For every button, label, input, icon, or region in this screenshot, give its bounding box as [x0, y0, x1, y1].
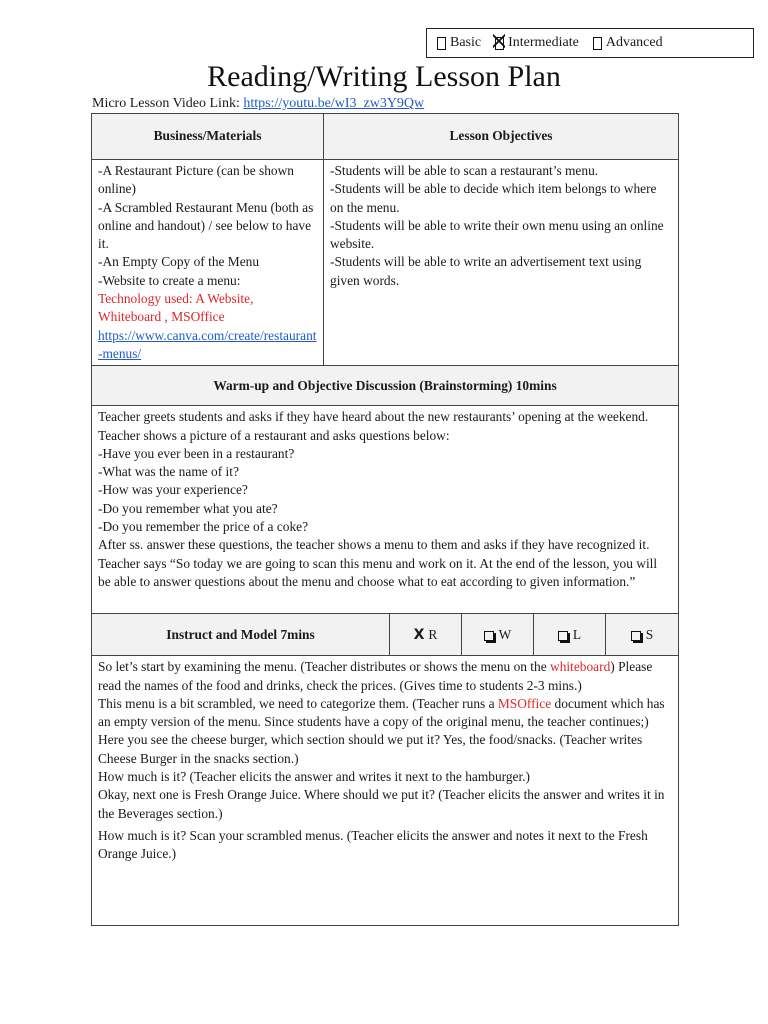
skill-label: S	[645, 626, 654, 642]
skill-reading[interactable]	[390, 614, 462, 656]
checkbox-icon[interactable]	[558, 631, 568, 641]
level-advanced[interactable]	[593, 35, 663, 51]
objective-item: -Students will be able to decide which item belongs to where on the menu.	[330, 181, 657, 215]
video-link[interactable]: https://youtu.be/wI3_zw3Y9Qw	[243, 96, 425, 111]
objective-item: -Students will be able to write an advertisement text using given words.	[330, 254, 642, 288]
warmup-closing: After ss. answer these questions, the teacher shows a menu to them and asks if they have recognized it. Teacher says “So today we are going to scan this menu and work on it. At the end of the lesson, you will be able to answer questions about the menu and choose what to eat according to given information.”	[98, 537, 658, 589]
objectives-cell	[324, 160, 679, 366]
technology-list: Whiteboard , MSOffice	[98, 309, 225, 325]
materials-item: -A Restaurant Picture (can be shown online)	[98, 163, 294, 197]
skill-label: L	[572, 626, 582, 642]
checkbox-icon[interactable]	[631, 631, 641, 641]
materials-header: Business/Materials	[92, 114, 324, 160]
lesson-plan-table	[91, 113, 679, 926]
instruct-paragraph: Here you see the cheese burger, which section should we put it? Yes, the food/snacks. (Teacher writes Cheese Burger in the snacks section.)	[98, 732, 643, 766]
skill-label: W	[498, 626, 512, 642]
level-basic[interactable]	[437, 35, 481, 51]
level-basic-label: Basic	[450, 35, 482, 50]
level-intermediate-label: Intermediate	[508, 35, 579, 50]
materials-item: -A Scrambled Restaurant Menu (both as online and handout) / see below to have it.	[98, 199, 314, 252]
instruct-paragraph: Okay, next one is Fresh Orange Juice. Where should we put it? (Teacher elicits the answer and writes it in the Beverages section.)	[98, 787, 665, 821]
warmup-question: -What was the name of it?	[98, 464, 239, 480]
skill-speaking[interactable]	[606, 614, 679, 656]
video-link-line	[92, 96, 424, 112]
text-run: So let’s start by examining the menu. (Teacher distributes or shows the menu on the	[98, 659, 551, 675]
objective-item: -Students will be able to write their own menu using an online website.	[330, 217, 664, 252]
skill-listening[interactable]	[534, 614, 606, 656]
text-run: ) Please read the names of the food and drinks, check the prices. (Gives time to students 2-3 mins.)	[98, 659, 653, 693]
instruct-paragraph	[98, 695, 672, 732]
materials-item: -An Empty Copy of the Menu	[98, 254, 260, 270]
warmup-header: Warm-up and Objective Discussion (Brainstorming) 10mins	[92, 366, 679, 406]
canva-link[interactable]: https://www.canva.com/create/restaurant-menus/	[98, 327, 317, 361]
checked-checkbox-icon[interactable]	[495, 37, 504, 50]
technology-used: Technology used: A Website,	[98, 291, 254, 307]
instruct-paragraph: How much is it? (Teacher elicits the answer and writes it next to the hamburger.)	[98, 769, 531, 785]
checkbox-icon[interactable]	[593, 37, 602, 50]
materials-cell	[92, 160, 324, 366]
text-run: document which has an empty version of the menu. Since students have a copy of the original menu, the teacher continues;)	[98, 695, 665, 730]
video-link-label: Micro Lesson Video Link:	[92, 96, 240, 111]
level-intermediate[interactable]	[495, 35, 579, 51]
level-advanced-label: Advanced	[605, 35, 663, 50]
level-selector	[426, 28, 754, 58]
warmup-question: -Do you remember the price of a coke?	[98, 519, 309, 535]
checkbox-icon[interactable]	[437, 37, 446, 50]
whiteboard-highlight: whiteboard	[550, 659, 611, 675]
warmup-cell	[92, 406, 679, 614]
objectives-header: Lesson Objectives	[324, 114, 679, 160]
skill-label: R	[428, 626, 438, 642]
warmup-question: -Have you ever been in a restaurant?	[98, 445, 295, 461]
text-run: This menu is a bit scrambled, we need to categorize them. (Teacher runs a	[98, 695, 498, 711]
warmup-question: -Do you remember what you ate?	[98, 500, 278, 516]
instruct-header: Instruct and Model 7mins	[92, 614, 390, 656]
instruct-cell	[92, 656, 679, 926]
materials-item: -Website to create a menu:	[98, 272, 241, 288]
checkbox-icon[interactable]	[484, 631, 494, 641]
warmup-intro: Teacher greets students and asks if they have heard about the new restaurants’ opening at the weekend. Teacher shows a picture of a restaurant and asks questions below:	[98, 409, 649, 443]
skill-writing[interactable]	[462, 614, 534, 656]
page-title: Reading/Writing Lesson Plan	[207, 60, 561, 93]
msoffice-highlight: MSOffice	[497, 695, 552, 711]
x-mark-icon: X	[413, 626, 425, 643]
instruct-paragraph	[98, 658, 672, 695]
instruct-paragraph: How much is it? Scan your scrambled menus. (Teacher elicits the answer and notes it next to the Fresh Orange Juice.)	[98, 827, 648, 862]
warmup-question: -How was your experience?	[98, 482, 248, 498]
objective-item: -Students will be able to scan a restaurant’s menu.	[330, 163, 599, 178]
